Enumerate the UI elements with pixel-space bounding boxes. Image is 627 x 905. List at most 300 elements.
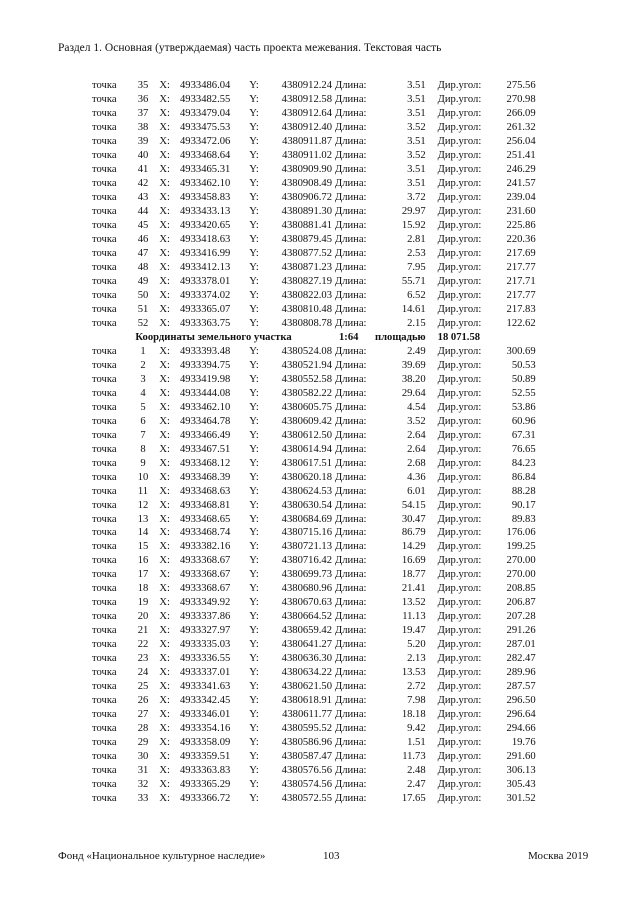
x-coordinate: 4933346.01 — [180, 709, 231, 721]
y-coordinate: 4380684.69 — [281, 513, 332, 525]
length-label: Длина: — [335, 639, 367, 651]
length-value: 17.65 — [401, 792, 426, 804]
y-label: Y: — [249, 695, 259, 707]
point-number: 42 — [137, 178, 149, 190]
point-number: 20 — [137, 611, 149, 623]
y-coordinate: 4380614.94 — [281, 443, 332, 455]
x-label: X: — [159, 401, 170, 413]
length-value: 55.71 — [401, 276, 426, 288]
angle-value: 282.47 — [506, 653, 536, 665]
length-label: Длина: — [335, 359, 367, 371]
point-label: точка — [92, 248, 117, 260]
angle-value: 50.89 — [511, 373, 536, 385]
x-coordinate: 4933465.31 — [180, 164, 231, 176]
x-coordinate: 4933468.74 — [180, 527, 231, 539]
point-number: 11 — [137, 485, 149, 497]
angle-label: Дир.угол: — [437, 220, 482, 232]
table-row — [92, 694, 536, 708]
points-block-2 — [92, 344, 536, 805]
angle-value: 88.28 — [511, 485, 536, 497]
point-number: 32 — [137, 778, 149, 790]
length-value: 3.52 — [407, 122, 426, 134]
point-number: 27 — [137, 709, 149, 721]
length-value: 3.51 — [407, 94, 426, 106]
angle-label: Дир.угол: — [437, 597, 482, 609]
x-label: X: — [159, 764, 170, 776]
angle-label: Дир.угол: — [437, 750, 482, 762]
length-label: Длина: — [335, 317, 367, 329]
x-coordinate: 4933368.67 — [180, 569, 231, 581]
table-row — [92, 777, 536, 791]
y-label: Y: — [249, 276, 259, 288]
x-coordinate: 4933365.29 — [180, 778, 231, 790]
angle-value: 296.64 — [506, 709, 536, 721]
x-coordinate: 4933337.01 — [180, 667, 231, 679]
x-coordinate: 4933420.65 — [180, 220, 231, 232]
page-header: Раздел 1. Основная (утверждаемая) часть проекта межевания. Текстовая часть — [58, 42, 442, 54]
length-value: 54.15 — [401, 499, 426, 511]
length-label: Длина: — [335, 94, 367, 106]
y-coordinate: 4380808.78 — [281, 317, 332, 329]
angle-label: Дир.угол: — [437, 569, 482, 581]
y-label: Y: — [249, 387, 259, 399]
x-coordinate: 4933482.55 — [180, 94, 231, 106]
length-value: 2.81 — [407, 234, 426, 246]
x-label: X: — [159, 122, 170, 134]
x-label: X: — [159, 513, 170, 525]
point-label: точка — [92, 792, 117, 804]
x-label: X: — [159, 457, 170, 469]
y-coordinate: 4380877.52 — [281, 248, 332, 260]
table-row — [92, 610, 536, 624]
y-label: Y: — [249, 220, 259, 232]
x-coordinate: 4933327.97 — [180, 625, 231, 637]
angle-value: 296.50 — [506, 695, 536, 707]
angle-value: 270.98 — [506, 94, 536, 106]
angle-value: 291.60 — [506, 750, 536, 762]
y-coordinate: 4380822.03 — [281, 290, 332, 302]
length-label: Длина: — [335, 569, 367, 581]
point-label: точка — [92, 387, 117, 399]
angle-label: Дир.угол: — [437, 164, 482, 176]
angle-value: 217.77 — [506, 262, 536, 274]
length-value: 18.77 — [401, 569, 426, 581]
length-label: Длина: — [335, 513, 367, 525]
point-number: 9 — [140, 457, 146, 469]
y-label: Y: — [249, 653, 259, 665]
x-label: X: — [159, 555, 170, 567]
x-label: X: — [159, 192, 170, 204]
point-number: 47 — [137, 248, 149, 260]
angle-value: 89.83 — [511, 513, 536, 525]
length-value: 2.64 — [407, 443, 426, 455]
length-label: Длина: — [335, 737, 367, 749]
y-label: Y: — [249, 499, 259, 511]
length-value: 2.53 — [407, 248, 426, 260]
angle-label: Дир.угол: — [437, 136, 482, 148]
point-number: 29 — [137, 737, 149, 749]
table-row — [92, 372, 536, 386]
angle-value: 287.57 — [506, 681, 536, 693]
x-label: X: — [159, 583, 170, 595]
length-value: 18.18 — [401, 709, 426, 721]
angle-value: 261.32 — [506, 122, 536, 134]
point-label: точка — [92, 653, 117, 665]
x-coordinate: 4933418.63 — [180, 234, 231, 246]
x-label: X: — [159, 415, 170, 427]
y-coordinate: 4380641.27 — [281, 639, 332, 651]
angle-label: Дир.угол: — [437, 723, 482, 735]
x-label: X: — [159, 625, 170, 637]
angle-value: 231.60 — [506, 206, 536, 218]
point-label: точка — [92, 80, 117, 92]
length-value: 39.69 — [401, 359, 426, 371]
length-label: Длина: — [335, 681, 367, 693]
x-coordinate: 4933462.10 — [180, 401, 231, 413]
point-number: 3 — [140, 373, 146, 385]
angle-label: Дир.угол: — [437, 290, 482, 302]
x-label: X: — [159, 136, 170, 148]
x-coordinate: 4933468.65 — [180, 513, 231, 525]
y-coordinate: 4380582.22 — [281, 387, 332, 399]
angle-value: 199.25 — [506, 541, 536, 553]
angle-value: 256.04 — [506, 136, 536, 148]
angle-label: Дир.угол: — [437, 80, 482, 92]
x-coordinate: 4933365.07 — [180, 303, 231, 315]
table-row — [92, 680, 536, 694]
length-label: Длина: — [335, 541, 367, 553]
x-label: X: — [159, 709, 170, 721]
point-number: 15 — [137, 541, 149, 553]
length-value: 2.49 — [407, 345, 426, 357]
y-label: Y: — [249, 303, 259, 315]
point-label: точка — [92, 220, 117, 232]
angle-value: 176.06 — [506, 527, 536, 539]
length-label: Длина: — [335, 792, 367, 804]
angle-value: 270.00 — [506, 569, 536, 581]
angle-label: Дир.угол: — [437, 443, 482, 455]
angle-value: 122.62 — [506, 317, 536, 329]
table-row — [92, 708, 536, 722]
length-label: Длина: — [335, 429, 367, 441]
point-number: 7 — [140, 429, 146, 441]
angle-label: Дир.угол: — [437, 276, 482, 288]
y-label: Y: — [249, 764, 259, 776]
angle-label: Дир.угол: — [437, 555, 482, 567]
y-coordinate: 4380908.49 — [281, 178, 332, 190]
point-number: 48 — [137, 262, 149, 274]
x-coordinate: 4933419.98 — [180, 373, 231, 385]
y-coordinate: 4380912.40 — [281, 122, 332, 134]
length-value: 21.41 — [401, 583, 426, 595]
length-label: Длина: — [335, 723, 367, 735]
points-block-1 — [92, 79, 536, 330]
angle-label: Дир.угол: — [437, 667, 482, 679]
y-label: Y: — [249, 178, 259, 190]
point-label: точка — [92, 555, 117, 567]
point-number: 1 — [140, 345, 146, 357]
length-value: 3.52 — [407, 415, 426, 427]
point-number: 12 — [137, 499, 149, 511]
point-label: точка — [92, 723, 117, 735]
point-label: точка — [92, 136, 117, 148]
table-row — [92, 219, 536, 233]
point-number: 50 — [137, 290, 149, 302]
y-coordinate: 4380630.54 — [281, 499, 332, 511]
y-coordinate: 4380617.51 — [281, 457, 332, 469]
table-row — [92, 107, 536, 121]
table-row — [92, 135, 536, 149]
x-label: X: — [159, 345, 170, 357]
length-label: Длина: — [335, 136, 367, 148]
length-value: 3.72 — [407, 192, 426, 204]
length-value: 2.64 — [407, 429, 426, 441]
point-number: 6 — [140, 415, 146, 427]
angle-label: Дир.угол: — [437, 513, 482, 525]
table-row — [92, 484, 536, 498]
length-value: 6.01 — [407, 485, 426, 497]
table-row — [92, 163, 536, 177]
angle-label: Дир.угол: — [437, 345, 482, 357]
length-label: Длина: — [335, 122, 367, 134]
y-label: Y: — [249, 750, 259, 762]
section-title: Координаты земельного участка — [135, 331, 292, 343]
point-number: 19 — [137, 597, 149, 609]
y-label: Y: — [249, 597, 259, 609]
table-row — [92, 261, 536, 275]
table-row — [92, 149, 536, 163]
x-label: X: — [159, 471, 170, 483]
point-label: точка — [92, 639, 117, 651]
point-number: 14 — [137, 527, 149, 539]
x-label: X: — [159, 681, 170, 693]
length-label: Длина: — [335, 192, 367, 204]
table-row — [92, 414, 536, 428]
angle-value: 53.86 — [511, 401, 536, 413]
length-label: Длина: — [335, 401, 367, 413]
point-label: точка — [92, 457, 117, 469]
angle-label: Дир.угол: — [437, 583, 482, 595]
table-row — [92, 624, 536, 638]
x-label: X: — [159, 611, 170, 623]
length-label: Длина: — [335, 234, 367, 246]
angle-value: 217.71 — [506, 276, 536, 288]
angle-label: Дир.угол: — [437, 737, 482, 749]
length-label: Длина: — [335, 303, 367, 315]
table-row — [92, 596, 536, 610]
length-label: Длина: — [335, 220, 367, 232]
length-value: 11.73 — [402, 750, 426, 762]
angle-value: 270.00 — [506, 555, 536, 567]
table-row — [92, 750, 536, 764]
y-label: Y: — [249, 150, 259, 162]
y-coordinate: 4380911.02 — [282, 150, 332, 162]
length-value: 86.79 — [401, 527, 426, 539]
length-label: Длина: — [335, 611, 367, 623]
point-number: 25 — [137, 681, 149, 693]
x-coordinate: 4933468.64 — [180, 150, 231, 162]
x-coordinate: 4933444.08 — [180, 387, 231, 399]
y-label: Y: — [249, 583, 259, 595]
y-coordinate: 4380715.16 — [281, 527, 332, 539]
length-label: Длина: — [335, 248, 367, 260]
angle-value: 301.52 — [506, 792, 536, 804]
table-row — [92, 456, 536, 470]
point-label: точка — [92, 401, 117, 413]
angle-label: Дир.угол: — [437, 485, 482, 497]
point-number: 33 — [137, 792, 149, 804]
length-label: Длина: — [335, 164, 367, 176]
x-label: X: — [159, 569, 170, 581]
y-label: Y: — [249, 94, 259, 106]
length-label: Длина: — [335, 457, 367, 469]
angle-value: 217.77 — [506, 290, 536, 302]
x-coordinate: 4933374.02 — [180, 290, 231, 302]
x-label: X: — [159, 94, 170, 106]
angle-value: 305.43 — [506, 778, 536, 790]
table-row — [92, 386, 536, 400]
angle-label: Дир.угол: — [437, 457, 482, 469]
point-label: точка — [92, 485, 117, 497]
point-label: точка — [92, 695, 117, 707]
y-label: Y: — [249, 80, 259, 92]
point-label: точка — [92, 345, 117, 357]
point-label: точка — [92, 597, 117, 609]
length-value: 13.53 — [401, 667, 426, 679]
y-label: Y: — [249, 723, 259, 735]
point-number: 17 — [137, 569, 149, 581]
angle-value: 275.56 — [506, 80, 536, 92]
y-coordinate: 4380552.58 — [281, 373, 332, 385]
length-label: Длина: — [335, 443, 367, 455]
y-label: Y: — [249, 513, 259, 525]
x-label: X: — [159, 164, 170, 176]
point-number: 4 — [140, 387, 146, 399]
point-number: 36 — [137, 94, 149, 106]
angle-label: Дир.угол: — [437, 192, 482, 204]
angle-label: Дир.угол: — [437, 122, 482, 134]
point-number: 23 — [137, 653, 149, 665]
length-label: Длина: — [335, 485, 367, 497]
angle-label: Дир.угол: — [437, 303, 482, 315]
length-value: 2.15 — [407, 317, 426, 329]
point-label: точка — [92, 499, 117, 511]
length-label: Длина: — [335, 750, 367, 762]
y-label: Y: — [249, 429, 259, 441]
length-label: Длина: — [335, 778, 367, 790]
y-label: Y: — [249, 555, 259, 567]
angle-label: Дир.угол: — [437, 778, 482, 790]
x-coordinate: 4933412.13 — [180, 262, 231, 274]
section-area-label: площадью — [375, 331, 426, 343]
point-number: 37 — [137, 108, 149, 120]
y-coordinate: 4380620.18 — [281, 471, 332, 483]
y-label: Y: — [249, 164, 259, 176]
point-number: 22 — [137, 639, 149, 651]
point-label: точка — [92, 527, 117, 539]
y-coordinate: 4380636.30 — [281, 653, 332, 665]
y-label: Y: — [249, 234, 259, 246]
angle-label: Дир.угол: — [437, 317, 482, 329]
angle-value: 289.96 — [506, 667, 536, 679]
angle-value: 294.66 — [506, 723, 536, 735]
length-label: Длина: — [335, 653, 367, 665]
y-label: Y: — [249, 108, 259, 120]
y-coordinate: 4380611.77 — [282, 709, 332, 721]
table-row — [92, 247, 536, 261]
point-label: точка — [92, 625, 117, 637]
angle-label: Дир.угол: — [437, 611, 482, 623]
length-label: Длина: — [335, 80, 367, 92]
point-number: 51 — [137, 303, 149, 315]
y-coordinate: 4380624.53 — [281, 485, 332, 497]
y-coordinate: 4380634.22 — [281, 667, 332, 679]
table-row — [92, 191, 536, 205]
point-number: 35 — [137, 80, 149, 92]
length-value: 2.48 — [407, 764, 426, 776]
angle-value: 287.01 — [506, 639, 536, 651]
length-value: 3.51 — [407, 108, 426, 120]
point-label: точка — [92, 443, 117, 455]
y-coordinate: 4380664.52 — [281, 611, 332, 623]
table-row — [92, 722, 536, 736]
x-coordinate: 4933342.45 — [180, 695, 231, 707]
length-value: 5.20 — [407, 639, 426, 651]
y-label: Y: — [249, 345, 259, 357]
y-coordinate: 4380827.19 — [281, 276, 332, 288]
y-coordinate: 4380612.50 — [281, 429, 332, 441]
point-label: точка — [92, 192, 117, 204]
x-label: X: — [159, 639, 170, 651]
y-coordinate: 4380879.45 — [281, 234, 332, 246]
point-number: 46 — [137, 234, 149, 246]
y-coordinate: 4380906.72 — [281, 192, 332, 204]
table-row — [92, 177, 536, 191]
y-coordinate: 4380609.42 — [281, 415, 332, 427]
length-value: 4.36 — [407, 471, 426, 483]
x-coordinate: 4933366.72 — [180, 792, 231, 804]
length-label: Длина: — [335, 709, 367, 721]
x-label: X: — [159, 262, 170, 274]
table-row — [92, 303, 536, 317]
y-coordinate: 4380721.13 — [281, 541, 332, 553]
point-label: точка — [92, 290, 117, 302]
angle-label: Дир.угол: — [437, 527, 482, 539]
x-coordinate: 4933468.63 — [180, 485, 231, 497]
angle-label: Дир.угол: — [437, 429, 482, 441]
angle-value: 306.13 — [506, 764, 536, 776]
y-label: Y: — [249, 527, 259, 539]
y-coordinate: 4380521.94 — [281, 359, 332, 371]
point-number: 30 — [137, 750, 149, 762]
x-coordinate: 4933368.67 — [180, 583, 231, 595]
length-label: Длина: — [335, 262, 367, 274]
table-row — [92, 652, 536, 666]
length-value: 13.52 — [401, 597, 426, 609]
length-value: 7.95 — [407, 262, 426, 274]
angle-label: Дир.угол: — [437, 415, 482, 427]
table-row — [92, 400, 536, 414]
y-coordinate: 4380621.50 — [281, 681, 332, 693]
x-coordinate: 4933363.83 — [180, 764, 231, 776]
table-row — [92, 568, 536, 582]
point-label: точка — [92, 303, 117, 315]
angle-value: 86.84 — [511, 471, 536, 483]
y-coordinate: 4380587.47 — [281, 750, 332, 762]
y-label: Y: — [249, 192, 259, 204]
y-coordinate: 4380912.24 — [281, 80, 332, 92]
y-coordinate: 4380572.55 — [281, 792, 332, 804]
